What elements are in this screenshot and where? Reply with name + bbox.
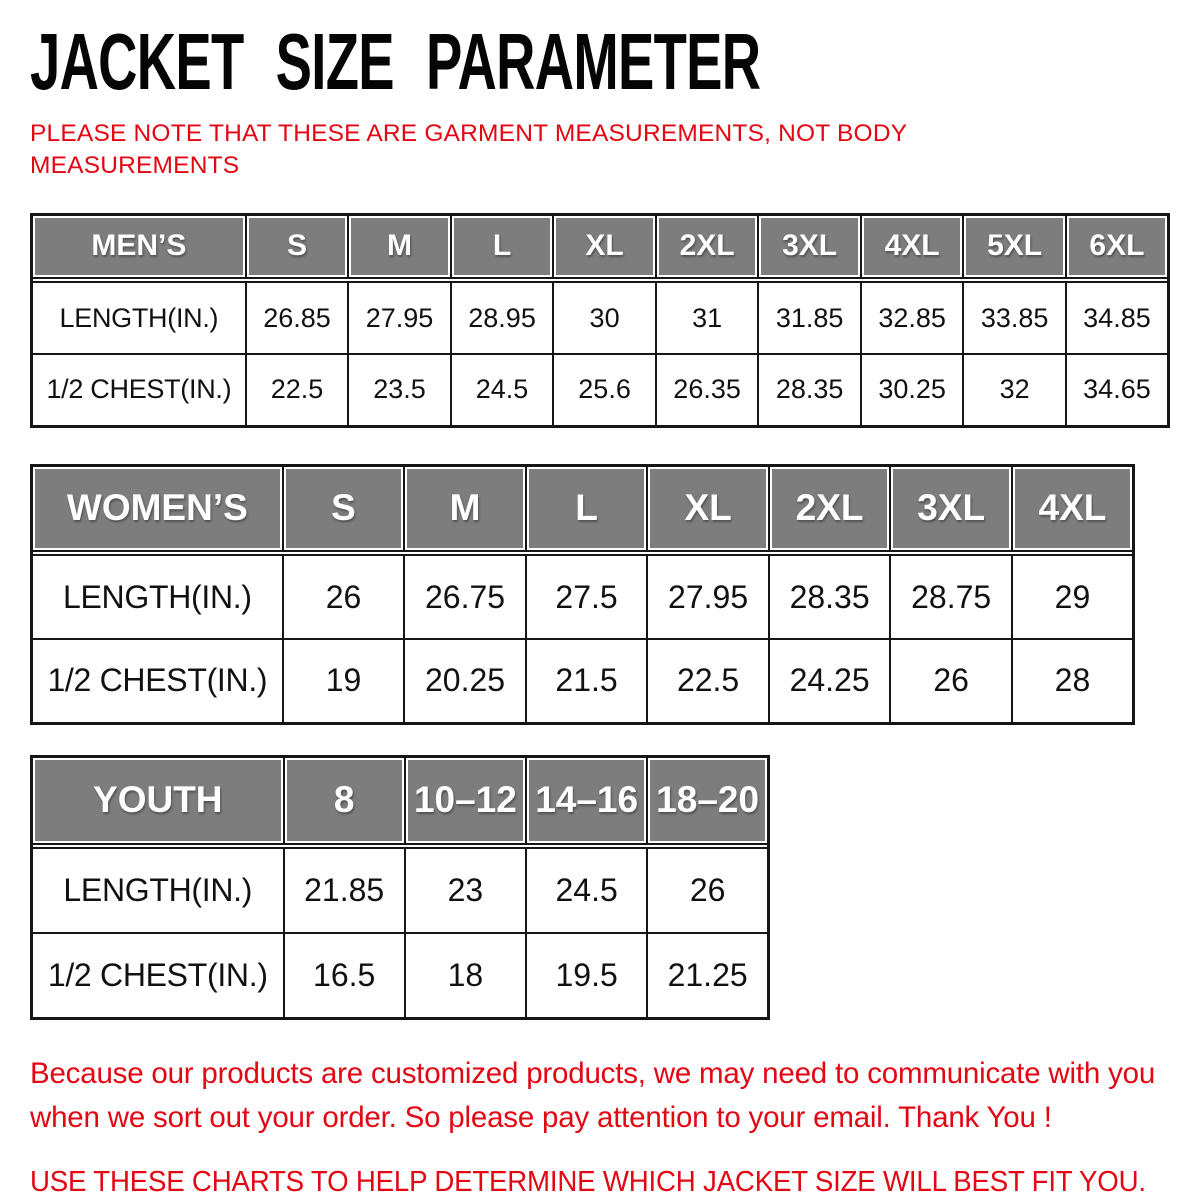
youth-measurement-value-cell: 19.5 (526, 933, 647, 1018)
customization-notice: Because our products are customized products, we may need to communicate with you when we sort out your order. So please pay attention to your email. Thank You ! (30, 1056, 1156, 1134)
page-title: JACKET SIZE PARAMETER (30, 17, 761, 106)
womens-size-header-cell: S (283, 465, 405, 551)
mens-measurement-value-cell: 26.85 (246, 282, 349, 354)
womens-size-header-cell: L (526, 465, 648, 551)
youth-measurement-value-cell: 21.25 (647, 933, 768, 1018)
garment-measurement-note: PLEASE NOTE THAT THESE ARE GARMENT MEASUREMENTS, NOT BODY MEASUREMENTS (30, 120, 907, 180)
youth-header-row (32, 756, 769, 844)
womens-measurement-value-cell: 27.5 (526, 555, 648, 639)
womens-size-header-cell: 2XL (769, 465, 891, 551)
mens-measurement-row (32, 282, 1169, 354)
mens-measurement-value-cell: 34.65 (1066, 354, 1169, 426)
youth-group-title-cell: YOUTH (32, 756, 284, 844)
mens-measurement-label-cell: LENGTH(IN.) (32, 282, 246, 354)
womens-measurement-value-cell: 28 (1012, 639, 1134, 723)
mens-size-header-cell: XL (553, 214, 656, 278)
womens-measurement-row (32, 555, 1134, 639)
mens-measurement-row (32, 354, 1169, 426)
mens-measurement-value-cell: 30.25 (861, 354, 964, 426)
youth-measurement-row (32, 933, 769, 1018)
womens-measurement-value-cell: 22.5 (647, 639, 769, 723)
mens-measurement-value-cell: 28.35 (758, 354, 861, 426)
mens-size-header-cell: M (348, 214, 451, 278)
youth-size-header-cell: 8 (284, 756, 405, 844)
mens-measurement-value-cell: 33.85 (963, 282, 1066, 354)
mens-measurement-value-cell: 32 (963, 354, 1066, 426)
youth-size-header-cell: 10–12 (405, 756, 526, 844)
womens-measurement-label-cell: LENGTH(IN.) (32, 555, 283, 639)
mens-measurement-value-cell: 32.85 (861, 282, 964, 354)
womens-size-header-cell: 4XL (1012, 465, 1134, 551)
mens-size-header-cell: L (451, 214, 554, 278)
womens-measurement-value-cell: 27.95 (647, 555, 769, 639)
womens-measurement-value-cell: 21.5 (526, 639, 648, 723)
mens-measurement-value-cell: 34.85 (1066, 282, 1169, 354)
womens-measurement-value-cell: 26 (890, 639, 1012, 723)
mens-measurement-value-cell: 24.5 (451, 354, 554, 426)
mens-measurement-label-cell: 1/2 CHEST(IN.) (32, 354, 246, 426)
mens-measurement-value-cell: 28.95 (451, 282, 554, 354)
youth-measurement-value-cell: 21.85 (284, 848, 405, 933)
womens-header-row (32, 465, 1134, 551)
womens-measurement-row (32, 639, 1134, 723)
womens-measurement-value-cell: 24.25 (769, 639, 891, 723)
womens-measurement-value-cell: 20.25 (404, 639, 526, 723)
chart-usage-note: USE THESE CHARTS TO HELP DETERMINE WHICH JACKET SIZE WILL BEST FIT YOU. (30, 1166, 1146, 1199)
mens-measurement-value-cell: 31 (656, 282, 759, 354)
womens-size-header-cell: M (404, 465, 526, 551)
mens-measurement-value-cell: 25.6 (553, 354, 656, 426)
womens-size-header-cell: XL (647, 465, 769, 551)
youth-measurement-value-cell: 23 (405, 848, 526, 933)
womens-measurement-label-cell: 1/2 CHEST(IN.) (32, 639, 283, 723)
youth-size-header-cell: 18–20 (647, 756, 768, 844)
mens-measurement-value-cell: 27.95 (348, 282, 451, 354)
mens-measurement-value-cell: 23.5 (348, 354, 451, 426)
youth-measurement-value-cell: 16.5 (284, 933, 405, 1018)
womens-measurement-value-cell: 29 (1012, 555, 1134, 639)
womens-group-title-cell: WOMEN’S (32, 465, 283, 551)
youth-size-header-cell: 14–16 (526, 756, 647, 844)
mens-measurement-value-cell: 26.35 (656, 354, 759, 426)
mens-size-header-cell: 3XL (758, 214, 861, 278)
mens-header-row (32, 214, 1169, 278)
youth-measurement-label-cell: LENGTH(IN.) (32, 848, 284, 933)
mens-measurement-value-cell: 30 (553, 282, 656, 354)
youth-size-table (30, 755, 770, 1020)
mens-measurement-value-cell: 22.5 (246, 354, 349, 426)
youth-measurement-row (32, 848, 769, 933)
womens-measurement-value-cell: 26.75 (404, 555, 526, 639)
womens-measurement-value-cell: 26 (283, 555, 405, 639)
youth-measurement-value-cell: 24.5 (526, 848, 647, 933)
mens-measurement-value-cell: 31.85 (758, 282, 861, 354)
womens-measurement-value-cell: 28.75 (890, 555, 1012, 639)
mens-size-header-cell: 2XL (656, 214, 759, 278)
womens-size-header-cell: 3XL (890, 465, 1012, 551)
womens-measurement-value-cell: 19 (283, 639, 405, 723)
mens-size-table (30, 213, 1170, 428)
womens-size-table (30, 464, 1135, 725)
womens-measurement-value-cell: 28.35 (769, 555, 891, 639)
mens-group-title-cell: MEN’S (32, 214, 246, 278)
mens-size-header-cell: 6XL (1066, 214, 1169, 278)
mens-size-header-cell: 5XL (963, 214, 1066, 278)
youth-measurement-label-cell: 1/2 CHEST(IN.) (32, 933, 284, 1018)
mens-size-header-cell: 4XL (861, 214, 964, 278)
youth-measurement-value-cell: 26 (647, 848, 768, 933)
mens-size-header-cell: S (246, 214, 349, 278)
youth-measurement-value-cell: 18 (405, 933, 526, 1018)
